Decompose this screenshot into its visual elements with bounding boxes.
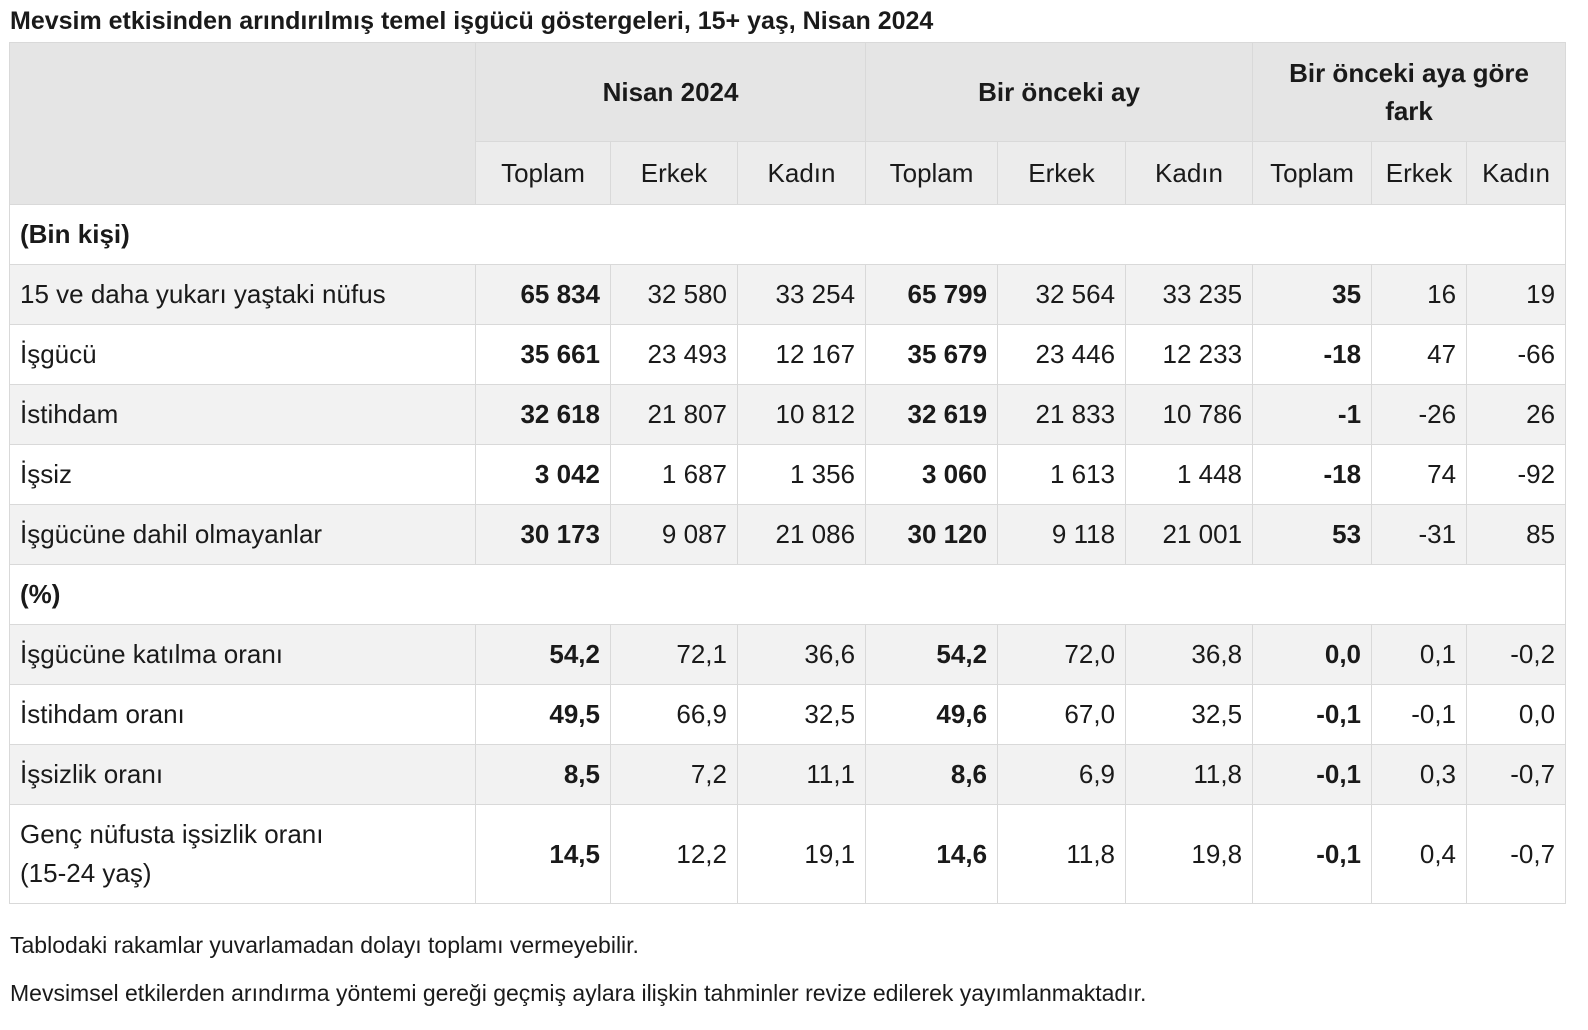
value-cell: 53 <box>1253 505 1372 565</box>
row-label: 15 ve daha yukarı yaştaki nüfus <box>10 265 476 325</box>
value-cell: -0,2 <box>1467 625 1566 685</box>
value-cell: 72,1 <box>611 625 738 685</box>
row-label: İşgücüne katılma oranı <box>10 625 476 685</box>
value-cell: 65 799 <box>866 265 998 325</box>
value-cell: 1 356 <box>738 445 866 505</box>
value-cell: 35 679 <box>866 325 998 385</box>
value-cell: 0,0 <box>1467 685 1566 745</box>
value-cell: 32 618 <box>476 385 611 445</box>
table-row <box>10 325 1566 385</box>
table-row <box>10 805 1566 904</box>
value-cell: 32,5 <box>738 685 866 745</box>
value-cell: 10 812 <box>738 385 866 445</box>
subheader-cell: Erkek <box>998 142 1126 205</box>
value-cell: 66,9 <box>611 685 738 745</box>
subheader-cell: Kadın <box>1126 142 1253 205</box>
value-cell: 9 118 <box>998 505 1126 565</box>
row-label: İşgücü <box>10 325 476 385</box>
row-label: İstihdam <box>10 385 476 445</box>
value-cell: -0,1 <box>1253 685 1372 745</box>
value-cell: 49,6 <box>866 685 998 745</box>
value-cell: -18 <box>1253 445 1372 505</box>
table-row <box>10 445 1566 505</box>
value-cell: 85 <box>1467 505 1566 565</box>
value-cell: 1 687 <box>611 445 738 505</box>
value-cell: -0,1 <box>1253 805 1372 904</box>
value-cell: 74 <box>1372 445 1467 505</box>
value-cell: 26 <box>1467 385 1566 445</box>
value-cell: 21 001 <box>1126 505 1253 565</box>
row-label: İşsizlik oranı <box>10 745 476 805</box>
value-cell: 12 167 <box>738 325 866 385</box>
value-cell: 35 661 <box>476 325 611 385</box>
value-cell: -0,1 <box>1372 685 1467 745</box>
header-group-current: Nisan 2024 <box>476 43 866 142</box>
row-label: İstihdam oranı <box>10 685 476 745</box>
value-cell: 11,8 <box>998 805 1126 904</box>
value-cell: 14,6 <box>866 805 998 904</box>
value-cell: 47 <box>1372 325 1467 385</box>
value-cell: 0,0 <box>1253 625 1372 685</box>
header-corner <box>10 43 476 205</box>
value-cell: 72,0 <box>998 625 1126 685</box>
value-cell: -0,7 <box>1467 745 1566 805</box>
value-cell: 8,5 <box>476 745 611 805</box>
value-cell: 33 254 <box>738 265 866 325</box>
value-cell: 30 173 <box>476 505 611 565</box>
value-cell: -18 <box>1253 325 1372 385</box>
value-cell: 67,0 <box>998 685 1126 745</box>
section-label: (Bin kişi) <box>10 205 1566 265</box>
value-cell: 36,8 <box>1126 625 1253 685</box>
value-cell: 21 807 <box>611 385 738 445</box>
value-cell: 0,1 <box>1372 625 1467 685</box>
subheader-cell: Toplam <box>866 142 998 205</box>
subheader-cell: Toplam <box>476 142 611 205</box>
value-cell: 19,8 <box>1126 805 1253 904</box>
table-row <box>10 745 1566 805</box>
table-row <box>10 265 1566 325</box>
value-cell: 23 493 <box>611 325 738 385</box>
value-cell: 6,9 <box>998 745 1126 805</box>
value-cell: 8,6 <box>866 745 998 805</box>
subheader-cell: Toplam <box>1253 142 1372 205</box>
value-cell: -26 <box>1372 385 1467 445</box>
value-cell: -0,1 <box>1253 745 1372 805</box>
subheader-cell: Kadın <box>1467 142 1566 205</box>
value-cell: 21 086 <box>738 505 866 565</box>
value-cell: -1 <box>1253 385 1372 445</box>
table-title: Mevsim etkisinden arındırılmış temel işgücü göstergeleri, 15+ yaş, Nisan 2024 <box>10 7 934 35</box>
value-cell: 54,2 <box>866 625 998 685</box>
value-cell: -0,7 <box>1467 805 1566 904</box>
header-group-difference: Bir önceki aya göre fark <box>1253 43 1566 142</box>
subheader-cell: Erkek <box>1372 142 1467 205</box>
value-cell: 12,2 <box>611 805 738 904</box>
footnote-rounding: Tablodaki rakamlar yuvarlamadan dolayı toplamı vermeyebilir. <box>10 932 639 958</box>
value-cell: -66 <box>1467 325 1566 385</box>
value-cell: 19 <box>1467 265 1566 325</box>
value-cell: 21 833 <box>998 385 1126 445</box>
footnote-revision: Mevsimsel etkilerden arındırma yöntemi gereği geçmiş aylara ilişkin tahminler revize edilerek yayımlanmaktadır. <box>10 980 1147 1006</box>
value-cell: 35 <box>1253 265 1372 325</box>
value-cell: 11,8 <box>1126 745 1253 805</box>
value-cell: 36,6 <box>738 625 866 685</box>
value-cell: 32 619 <box>866 385 998 445</box>
table-row <box>10 625 1566 685</box>
value-cell: 33 235 <box>1126 265 1253 325</box>
value-cell: 14,5 <box>476 805 611 904</box>
row-label: İşsiz <box>10 445 476 505</box>
value-cell: 9 087 <box>611 505 738 565</box>
value-cell: 30 120 <box>866 505 998 565</box>
value-cell: 0,3 <box>1372 745 1467 805</box>
value-cell: 3 042 <box>476 445 611 505</box>
value-cell: 54,2 <box>476 625 611 685</box>
value-cell: 12 233 <box>1126 325 1253 385</box>
header-group-previous: Bir önceki ay <box>866 43 1253 142</box>
value-cell: 1 613 <box>998 445 1126 505</box>
value-cell: 19,1 <box>738 805 866 904</box>
table-row <box>10 505 1566 565</box>
value-cell: 0,4 <box>1372 805 1467 904</box>
value-cell: 7,2 <box>611 745 738 805</box>
section-header-row <box>10 205 1566 265</box>
value-cell: 32,5 <box>1126 685 1253 745</box>
value-cell: -31 <box>1372 505 1467 565</box>
section-label: (%) <box>10 565 1566 625</box>
subheader-cell: Erkek <box>611 142 738 205</box>
value-cell: 32 580 <box>611 265 738 325</box>
value-cell: 49,5 <box>476 685 611 745</box>
section-header-row <box>10 565 1566 625</box>
value-cell: 10 786 <box>1126 385 1253 445</box>
value-cell: 3 060 <box>866 445 998 505</box>
labour-indicators-table <box>9 42 1566 904</box>
value-cell: 65 834 <box>476 265 611 325</box>
row-label-line: Genç nüfusta işsizlik oranı <box>20 819 324 849</box>
value-cell: -92 <box>1467 445 1566 505</box>
header-group-row <box>10 43 1566 142</box>
value-cell: 1 448 <box>1126 445 1253 505</box>
value-cell: 23 446 <box>998 325 1126 385</box>
row-label: İşgücüne dahil olmayanlar <box>10 505 476 565</box>
table-row <box>10 685 1566 745</box>
table-row <box>10 385 1566 445</box>
value-cell: 16 <box>1372 265 1467 325</box>
row-label-line: (15-24 yaş) <box>20 858 152 888</box>
subheader-cell: Kadın <box>738 142 866 205</box>
row-label <box>10 805 476 904</box>
value-cell: 11,1 <box>738 745 866 805</box>
value-cell: 32 564 <box>998 265 1126 325</box>
